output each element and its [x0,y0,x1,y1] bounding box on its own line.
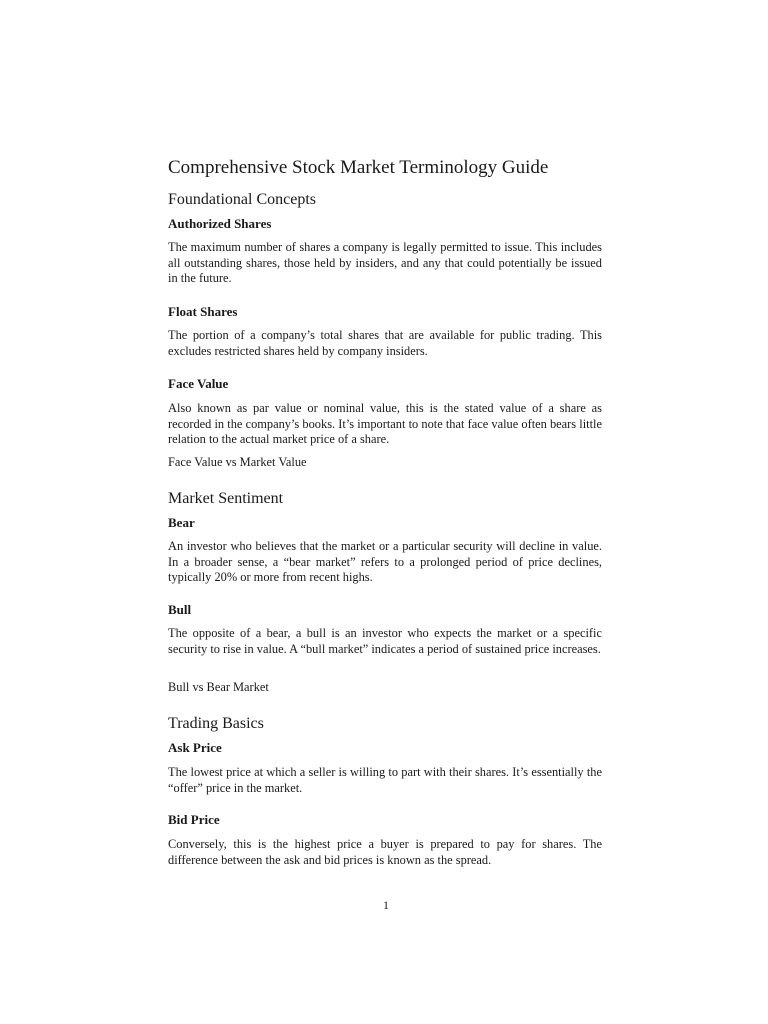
term-note-face-value: Face Value vs Market Value [168,455,307,469]
term-definition-bull: The opposite of a bear, a bull is an investor who expects the market or a specific security to rise in value. A “bull market” indicates a period of sustained price increases. [168,626,602,656]
term-note-bull: Bull vs Bear Market [168,680,269,694]
term-definition-ask-price: The lowest price at which a seller is willing to part with their shares. It’s essentially the “offer” price in the market. [168,765,602,795]
term-title-bear: Bear [168,515,195,530]
document-title: Comprehensive Stock Market Terminology Guide [168,157,549,178]
term-title-float-shares: Float Shares [168,304,238,319]
term-definition-face-value: Also known as par value or nominal value, this is the stated value of a share as recorded in the company’s books. It’s important to note that face value often bears little relation to the actual market price of a share. [168,401,602,447]
section-title-foundational-concepts: Foundational Concepts [168,191,316,208]
section-title-market-sentiment: Market Sentiment [168,490,284,507]
term-definition-float-shares: The portion of a company’s total shares that are available for public trading. This excludes restricted shares held by company insiders. [168,328,602,358]
term-title-bull: Bull [168,602,192,617]
document-page [168,0,602,1024]
term-title-bid-price: Bid Price [168,812,220,827]
section-title-trading-basics: Trading Basics [168,715,264,732]
term-title-ask-price: Ask Price [168,740,222,755]
term-definition-bid-price: Conversely, this is the highest price a buyer is prepared to pay for shares. The difference between the ask and bid prices is known as the spread. [168,837,602,867]
term-definition-authorized-shares: The maximum number of shares a company is legally permitted to issue. This includes all outstanding shares, those held by insiders, and any that could potentially be issued in the future. [168,240,602,286]
page-number: 1 [383,898,389,912]
term-definition-bear: An investor who believes that the market or a particular security will decline in value. In a broader sense, a “bear market” refers to a prolonged period of price declines, typically 20% or more from recent highs. [168,539,602,585]
term-title-face-value: Face Value [168,376,229,391]
term-title-authorized-shares: Authorized Shares [168,216,272,231]
